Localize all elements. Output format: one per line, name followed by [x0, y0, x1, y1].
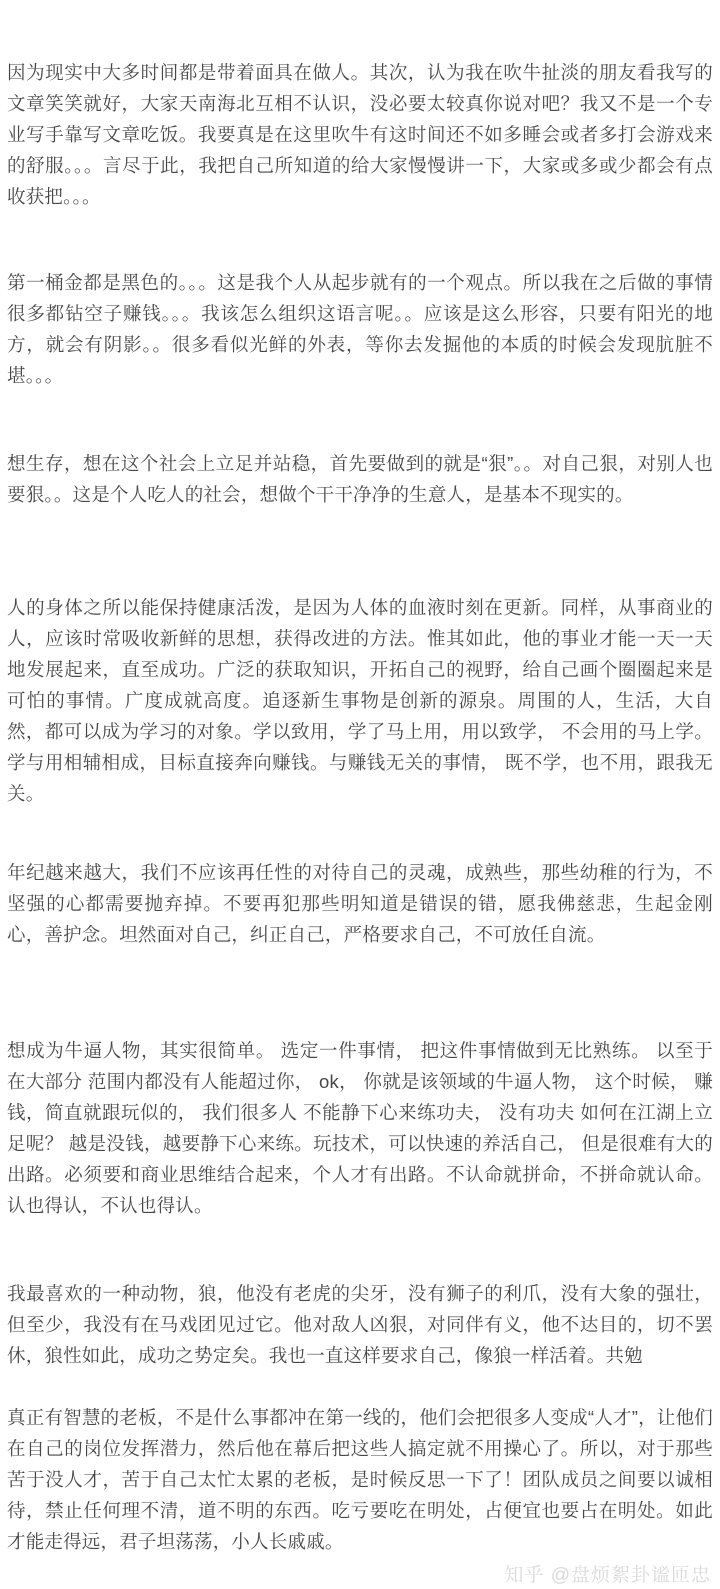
paragraph-1: 因为现实中大多时间都是带着面具在做人。其次，认为我在吹牛扯淡的朋友看我写的文章笑笑就好，大家天南海北互相不认识，没必要太较真你说对吧？我又不是一个专业写手靠写文章吃饭。我要真是在这里吹牛有这时间还不如多睡会或者多打会游戏来的舒服。。。言尽于此，我把自己所知道的给大家慢慢讲一下，大家或多或少都会有点收获把。。。: [7, 62, 713, 207]
paragraph-5: 年纪越来越大，我们不应该再任性的对待自己的灵魂，成熟些，那些幼稚的行为，不坚强的心都需要抛弃掉。不要再犯那些明知道是错误的错，愿我佛慈悲，生起金刚心，善护念。坦然面对自己，纠正自己，严格要求自己，不可放任自流。: [7, 862, 713, 945]
zhihu-watermark: 知乎 @盘烦絮卦谧匝忠: [504, 1565, 711, 1586]
paragraph-3: 想生存，想在这个社会上立足并站稳，首先要做到的就是“狠”。。对自己狠，对别人也要狠。。这是个人吃人的社会，想做个干干净净的生意人，是基本不现实的。: [7, 453, 713, 505]
paragraph-2: 第一桶金都是黑色的。。。这是我个人从起步就有的一个观点。所以我在之后做的事情很多都钻空子赚钱。。。我该怎么组织这语言呢。。应该是这么形容，只要有阳光的地方，就会有阴影。。很多看似光鲜的外表，等你去发掘他的本质的时候会发现肮脏不堪。。。: [7, 272, 713, 386]
paragraph-4: 人的身体之所以能保持健康活泼，是因为人体的血液时刻在更新。同样，从事商业的人，应该时常吸收新鲜的思想，获得改进的方法。惟其如此，他的事业才能一天一天地发展起来，直至成功。广泛的获取知识，开拓自己的视野，给自己画个圈圈起来是可怕的事情。广度成就高度。追逐新生事物是创新的源泉。周围的人，生活，大自然，都可以成为学习的对象。学以致用，学了马上用，用以致学， 不会用的马上学。 学与用相辅相成，目标直接奔向赚钱。与赚钱无关的事情， 既不学，也不用，跟我无关。: [7, 597, 713, 804]
paragraph-6: 想成为牛逼人物，其实很简单。 选定一件事情， 把这件事情做到无比熟练。 以至于在大部分 范围内都没有人能超过你， ok， 你就是该领域的牛逼人物， 这个时候， 赚钱，简直就跟玩似的， 我们很多人 不能静下心来练功夫， 没有功夫 如何在江湖上立足呢？ 越是没钱，越要静下心来练。玩技术，可以快速的养活自己， 但是很难有大的出路。必须要和商业思维结合起来，个人才有出路。不认命就拼命，不拼命就认命。 认也得认，不认也得认。: [7, 1040, 713, 1216]
paragraph-8: 真正有智慧的老板，不是什么事都冲在第一线的，他们会把很多人变成“人才”，让他们在自己的岗位发挥潜力，然后他在幕后把这些人搞定就不用操心了。所以，对于那些苦于没人才，苦于自己太忙太累的老板，是时候反思一下了！团队成员之间要以诚相待，禁止任何理不清，道不明的东西。吃亏要吃在明处，占便宜也要占在明处。如此才能走得远，君子坦荡荡，小人长戚戚。: [7, 1407, 713, 1552]
paragraph-7: 我最喜欢的一种动物，狼，他没有老虎的尖牙，没有狮子的利爪，没有大象的强壮，但至少，我没有在马戏团见过它。他对敌人凶狠，对同伴有义，他不达目的，切不罢休，狼性如此，成功之势定矣。我也一直这样要求自己，像狼一样活着。共勉: [7, 1283, 713, 1366]
